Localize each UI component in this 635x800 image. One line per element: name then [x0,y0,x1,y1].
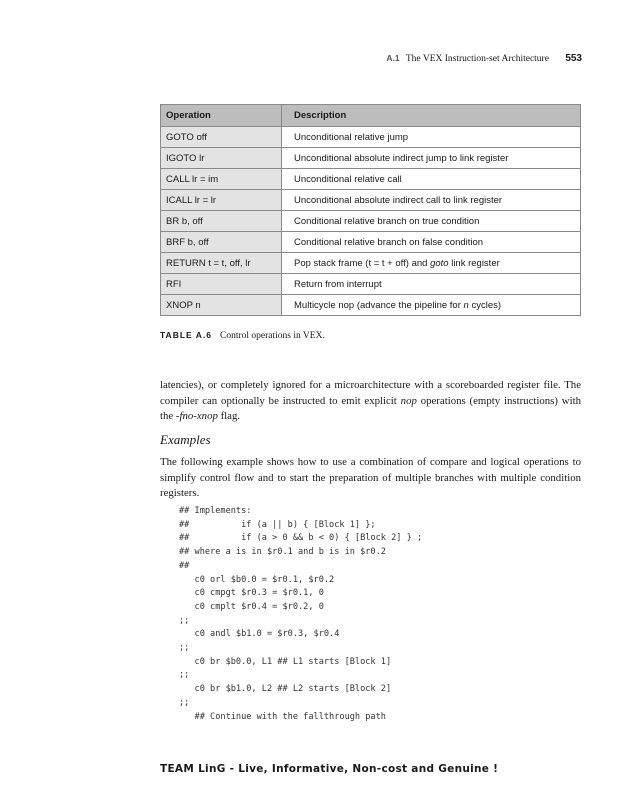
description-cell [282,253,581,274]
body-text: operations (empty instructions) with the [160,394,581,423]
running-header [386,53,582,64]
table-row [161,127,581,148]
table-row [161,295,581,316]
body-text: flag. [217,410,241,423]
operation-cell: ICALL lr = lr [161,190,282,211]
table-header-row [161,105,581,127]
operation-cell: RETURN t = t, off, lr [161,253,282,274]
description-cell: Unconditional absolute indirect jump to link register [282,148,581,169]
table-row [161,148,581,169]
section-number: A.1 [386,53,400,63]
body-text: latencies), or completely ignored for a microarchitecture with a scoreboarded register file. The compiler can optionally be instructed to emit explicit [160,379,581,407]
description-cell: Unconditional relative call [282,169,581,190]
table-row [161,190,581,211]
operation-cell: XNOP n [161,295,282,316]
description-cell: Return from interrupt [282,274,581,295]
table-caption-label: TABLE A.6 [160,330,212,340]
table-row [161,169,581,190]
description-text: cycles) [468,299,502,311]
description-emphasis: goto [430,257,449,269]
table-caption [160,330,325,341]
operation-cell: RFI [161,274,282,295]
body-paragraph [160,378,581,425]
section-heading: Examples [160,432,211,447]
column-header-description: Description [282,105,581,127]
table-row [161,274,581,295]
footer-banner: TEAM LinG - Live, Informative, Non-cost and Genuine ! [160,763,499,775]
control-operations-table [160,104,581,316]
operation-cell: GOTO off [161,127,282,148]
description-text: Multicycle nop (advance the pipeline for [294,299,464,311]
column-header-operation: Operation [161,105,282,127]
description-cell: Conditional relative branch on true condition [282,211,581,232]
table-row [161,253,581,274]
chapter-title: The VEX Instruction-set Architecture [405,54,549,64]
description-cell: Unconditional relative jump [282,127,581,148]
table-caption-text: Control operations in VEX. [219,331,325,341]
description-cell [282,295,581,316]
operation-cell: BR b, off [161,211,282,232]
description-emphasis: n [463,299,469,311]
description-text: Pop stack frame (t = t + off) and [294,257,431,269]
page-number: 553 [565,53,582,64]
operation-cell: BRF b, off [161,232,282,253]
operation-cell: CALL lr = im [161,169,282,190]
description-text: link register [448,257,500,269]
body-emphasis: nop [400,394,417,407]
body-paragraph: The following example shows how to use a combination of compare and logical operations to simplify control flow and to start the preparation of multiple branches with multiple condition registers. [160,456,581,500]
description-cell: Conditional relative branch on false condition [282,232,581,253]
description-cell: Unconditional absolute indirect call to link register [282,190,581,211]
code-listing: ## Implements: ## if (a || b) { [Block 1] }; ## if (a > 0 && b < 0) { [Block 2] } ; ## where a is in $r0.1 and b is in $r0.2 ## c0 orl $b0.0 = $r0.1, $r0.2 c0 cmpgt $r0.3 = $r0.1, 0 c0 cmplt $r0.4 = $r0.2, 0 ;; c0 andl $b1.0 = $r0.3, $r0.4 ;; c0 br $b0.0, L1 ## L1 starts [Block 1] ;; c0 br $b1.0, L2 ## L2 starts [Block 2] ;; ## Continue with the fallthrough path [179,506,423,722]
table-row [161,232,581,253]
body-emphasis: -fno-xnop [175,410,218,423]
table-row [161,211,581,232]
operation-cell: IGOTO lr [161,148,282,169]
